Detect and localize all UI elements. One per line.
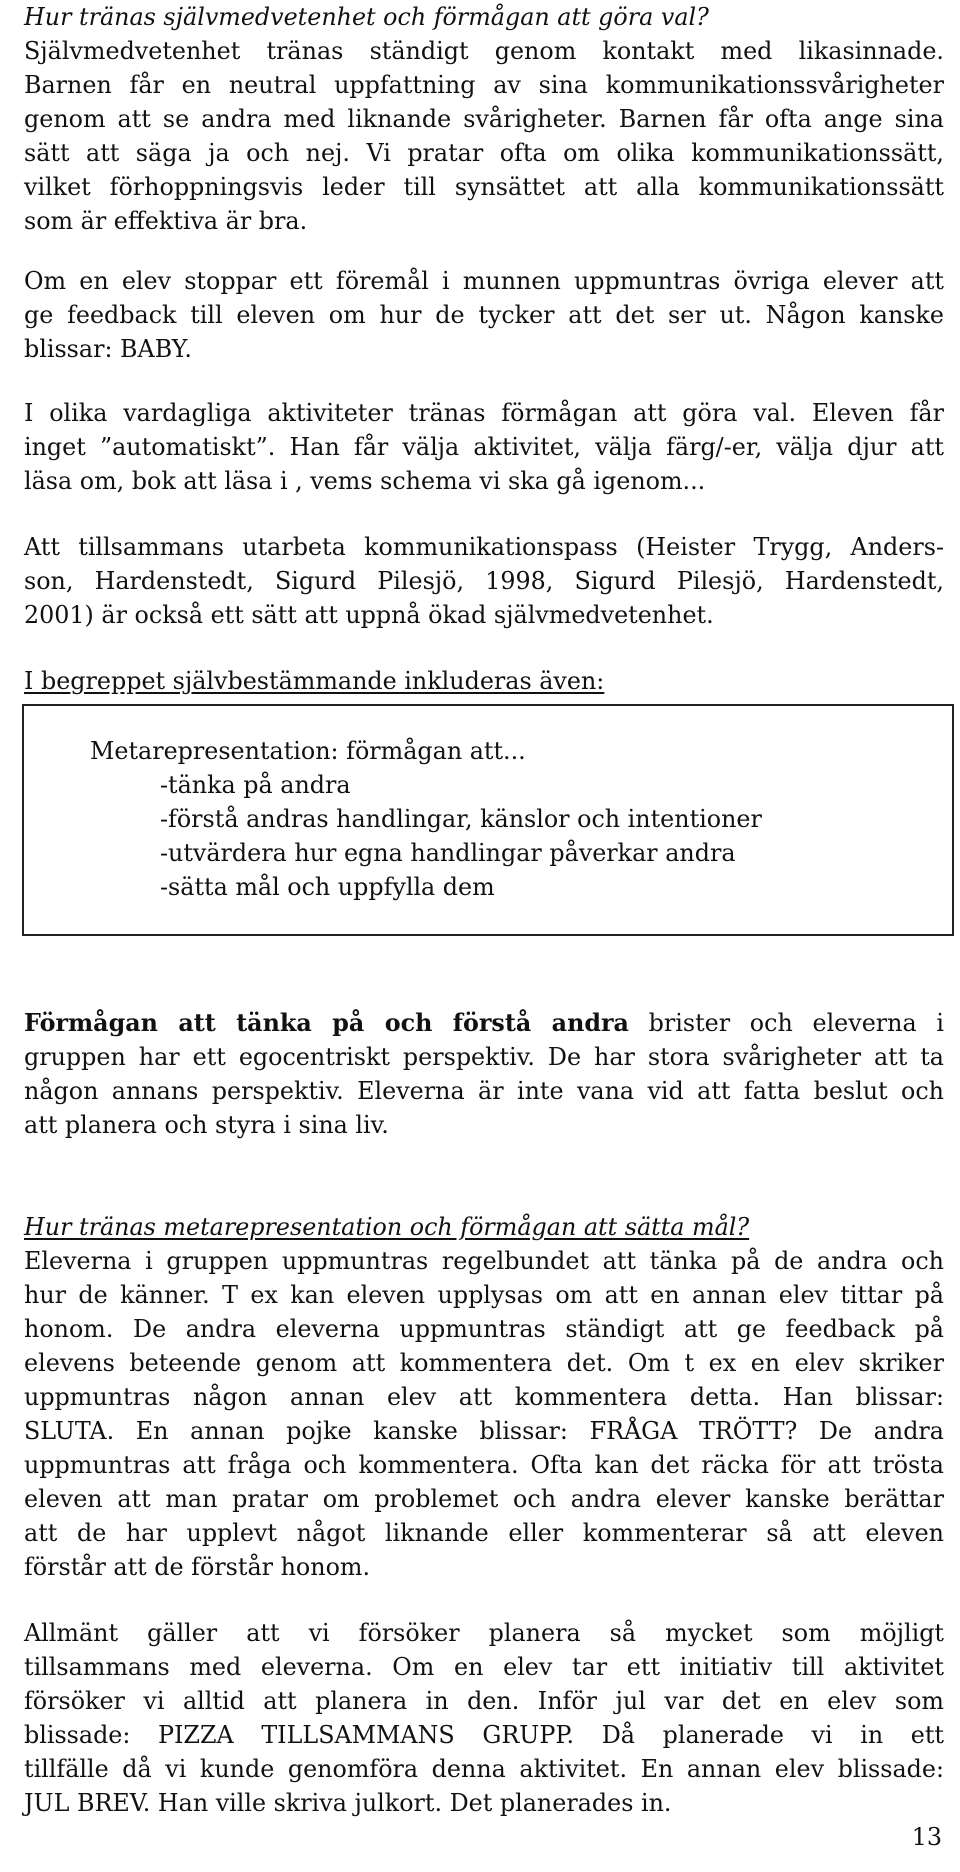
list-item: -sätta mål och uppfylla dem — [160, 873, 495, 901]
paragraph-line: inget ”automatiskt”. Han får välja aktivitet, välja färg/-er, välja djur att — [24, 433, 944, 461]
paragraph-line: någon annans perspektiv. Eleverna är inte vana vid att fatta beslut och — [24, 1077, 944, 1105]
paragraph-line: tillfälle då vi kunde genomföra denna aktivitet. En annan elev blissade: — [24, 1755, 944, 1783]
section-heading-self-awareness: Hur tränas självmedvetenhet och förmågan att göra val? — [24, 3, 709, 31]
paragraph-line: SLUTA. En annan pojke kanske blissar: FRÅGA TRÖTT? De andra — [24, 1417, 944, 1445]
paragraph-line: Att tillsammans utarbeta kommunikationspass (Heister Trygg, Anders- — [24, 533, 944, 561]
box-intro-heading: I begreppet självbestämmande inkluderas även: — [24, 667, 605, 695]
paragraph-line: att de har upplevt något liknande eller kommenterar så att eleven — [24, 1519, 944, 1547]
paragraph-line: honom. De andra eleverna uppmuntras ständigt att ge feedback på — [24, 1315, 944, 1343]
paragraph-line — [24, 1006, 944, 1040]
metarepresentation-box — [22, 704, 954, 936]
paragraph-line: sätt att säga ja och nej. Vi pratar ofta om olika kommunikationssätt, — [24, 139, 944, 167]
paragraph-line: Allmänt gäller att vi försöker planera så mycket som möjligt — [24, 1619, 944, 1647]
list-item: -förstå andras handlingar, känslor och intentioner — [160, 805, 762, 833]
paragraph-line: 2001) är också ett sätt att uppnå ökad självmedvetenhet. — [24, 601, 714, 629]
paragraph-line: uppmuntras att fråga och kommentera. Ofta kan det räcka för att trösta — [24, 1451, 944, 1479]
paragraph-line: Eleverna i gruppen uppmuntras regelbundet att tänka på de andra och — [24, 1247, 944, 1275]
paragraph-line: att planera och styra i sina liv. — [24, 1111, 389, 1139]
paragraph-line: vilket förhoppningsvis leder till synsättet att alla kommunikationssätt — [24, 173, 944, 201]
paragraph-line: I olika vardagliga aktiviteter tränas förmågan att göra val. Eleven får — [24, 399, 944, 427]
paragraph-line: hur de känner. T ex kan eleven upplysas om att en annan elev tittar på — [24, 1281, 944, 1309]
list-item: -tänka på andra — [160, 771, 351, 799]
paragraph-line: JUL BREV. Han ville skriva julkort. Det planerades in. — [24, 1789, 672, 1817]
box-title: Metarepresentation: förmågan att... — [90, 737, 526, 765]
paragraph-line: blissar: BABY. — [24, 335, 192, 363]
bold-phrase: Förmågan att tänka på och förstå andra — [24, 1009, 629, 1037]
paragraph-line: ge feedback till eleven om hur de tycker att det ser ut. Någon kanske — [24, 301, 944, 329]
paragraph-line: genom att se andra med liknande svårigheter. Barnen får ofta ange sina — [24, 105, 944, 133]
paragraph-line: son, Hardenstedt, Sigurd Pilesjö, 1998, Sigurd Pilesjö, Hardenstedt, — [24, 567, 944, 595]
paragraph-line: som är effektiva är bra. — [24, 207, 308, 235]
paragraph-line: läsa om, bok att läsa i , vems schema vi ska gå igenom... — [24, 467, 706, 495]
paragraph-line: Självmedvetenhet tränas ständigt genom kontakt med likasinnade. — [24, 37, 944, 65]
section-heading-metarepresentation: Hur tränas metarepresentation och förmågan att sätta mål? — [24, 1213, 750, 1241]
paragraph-line: uppmuntras någon annan elev att kommentera detta. Han blissar: — [24, 1383, 944, 1411]
paragraph-line: gruppen har ett egocentriskt perspektiv. De har stora svårigheter att ta — [24, 1043, 944, 1071]
paragraph-line: Barnen får en neutral uppfattning av sina kommunikationssvårigheter — [24, 71, 944, 99]
paragraph-line: elevens beteende genom att kommentera det. Om t ex en elev skriker — [24, 1349, 944, 1377]
paragraph-line: eleven att man pratar om problemet och andra elever kanske berättar — [24, 1485, 944, 1513]
list-item: -utvärdera hur egna handlingar påverkar andra — [160, 839, 736, 867]
paragraph-line: förstår att de förstår honom. — [24, 1553, 371, 1581]
line-rest: brister och eleverna i — [628, 1009, 944, 1037]
paragraph-line: tillsammans med eleverna. Om en elev tar ett initiativ till aktivitet — [24, 1653, 944, 1681]
paragraph-line: Om en elev stoppar ett föremål i munnen uppmuntras övriga elever att — [24, 267, 944, 295]
page-number: 13 — [911, 1823, 942, 1851]
paragraph-line: försöker vi alltid att planera in den. Inför jul var det en elev som — [24, 1687, 944, 1715]
paragraph-line: blissade: PIZZA TILLSAMMANS GRUPP. Då planerade vi in ett — [24, 1721, 944, 1749]
